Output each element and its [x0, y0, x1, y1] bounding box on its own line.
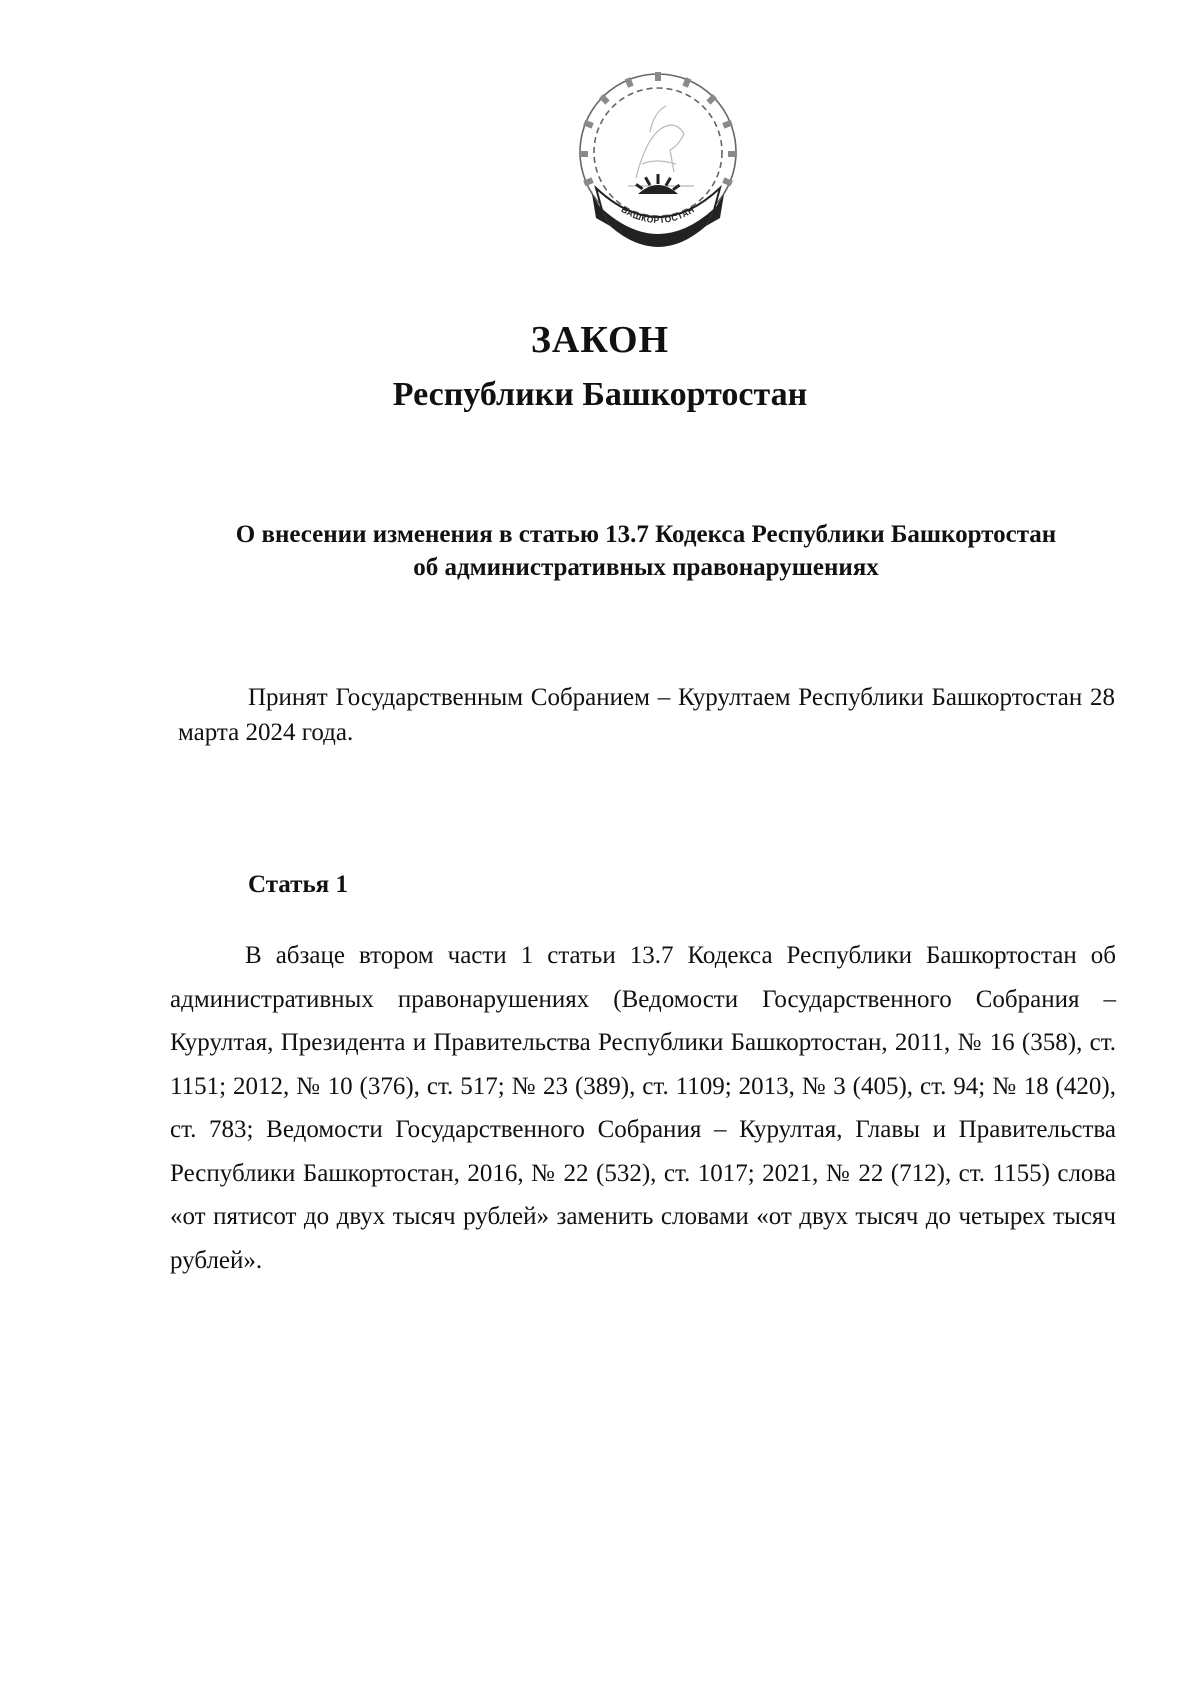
coat-of-arms-emblem [566, 68, 750, 256]
article-heading: Статья 1 [248, 871, 348, 898]
article-body-text: В абзаце втором части 1 статьи 13.7 Кодекса Республики Башкортостан об административных правонарушениях (Ведомости Государственного Собрания – Курултая, Президента и Правительства Республики Башкортостан, 2011, № 16 (358), ст. 1151; 2012, № 10 (376), ст. 517; № 23 (389), ст. 1109; 2013, № 3 (405), ст. 94; № 18 (420), ст. 783; Ведомости Государственного Собрания – Курултая, Главы и Правительства Республики Башкортостан, 2016, № 22 (532), ст. 1017; 2021, № 22 (712), ст. 1155) слова «от пятисот до двух тысяч рублей» заменить словами «от двух тысяч до четырех тысяч рублей». [170, 942, 1116, 1274]
emblem-ribbon-text: БАШКОРТОСТАН [619, 204, 697, 226]
law-jurisdiction: Республики Башкортостан [392, 376, 808, 413]
adoption-statement-text: Принят Государственным Собранием – Курултаем Республики Башкортостан 28 марта 2024 года. [178, 684, 1115, 746]
article-body [170, 934, 1116, 1282]
law-subject-line-1: О внесении изменения в статью 13.7 Кодекса Республики Башкортостан [235, 521, 1057, 548]
law-title: ЗАКОН [530, 319, 670, 361]
law-subject [180, 518, 1112, 584]
law-subject-line-2: об административных правонарушениях [413, 554, 879, 581]
adoption-statement [178, 680, 1115, 750]
